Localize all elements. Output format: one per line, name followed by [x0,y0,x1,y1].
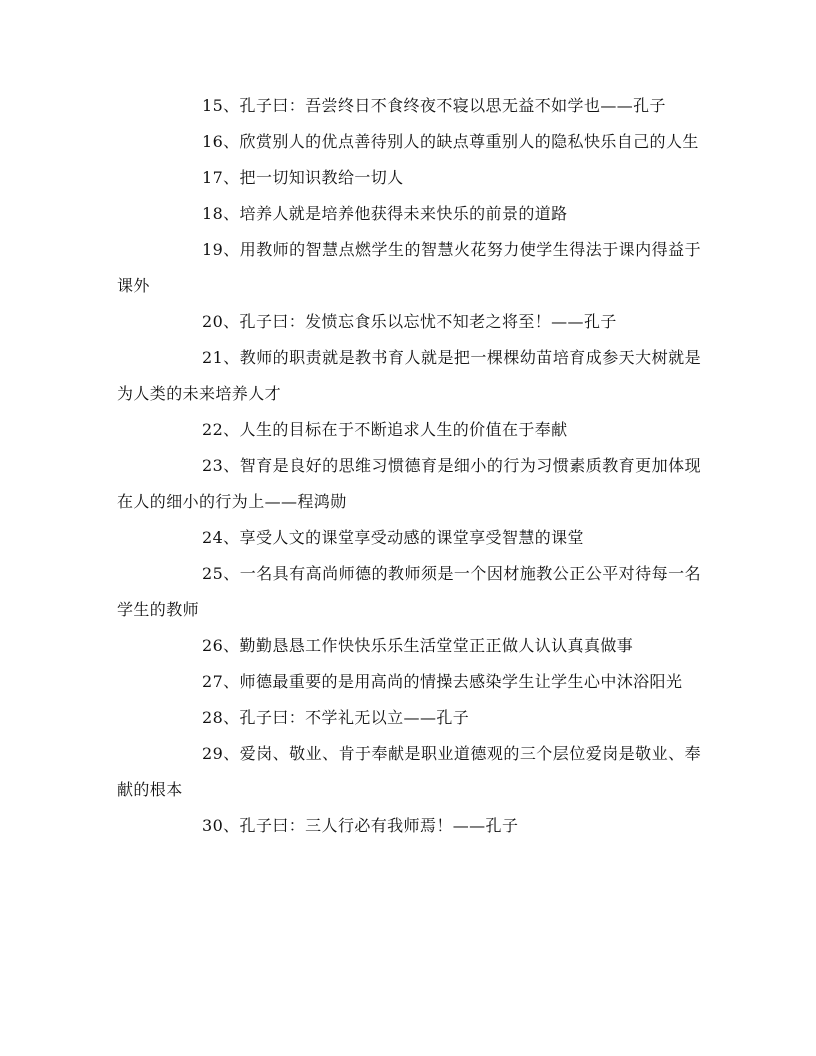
quote-paragraph-19: 19、用教师的智慧点燃学生的智慧火花努力使学生得法于课内得益于课外 [117,240,701,295]
quote-paragraph-21: 21、教师的职责就是教书育人就是把一棵棵幼苗培育成参天大树就是为人类的未来培养人才 [117,348,701,403]
quote-paragraph-22: 22、人生的目标在于不断追求人生的价值在于奉献 [202,420,568,439]
quote-paragraph-23: 23、智育是良好的思维习惯德育是细小的行为习惯素质教育更加体现在人的细小的行为上——程鸿勋 [117,456,701,511]
quote-paragraph-16: 16、欣赏别人的优点善待别人的缺点尊重别人的隐私快乐自己的人生 [202,132,699,151]
quote-paragraph-20: 20、孔子曰：发愤忘食乐以忘忧不知老之将至！——孔子 [202,312,617,331]
quote-paragraph-30: 30、孔子曰：三人行必有我师焉！——孔子 [202,816,519,835]
quote-paragraph-26: 26、勤勤恳恳工作快快乐乐生活堂堂正正做人认认真真做事 [202,636,634,655]
quote-paragraph-29: 29、爱岗、敬业、肯于奉献是职业道德观的三个层位爱岗是敬业、奉献的根本 [117,744,701,799]
quote-paragraph-25: 25、一名具有高尚师德的教师须是一个因材施教公正公平对待每一名学生的教师 [117,564,701,619]
quote-paragraph-28: 28、孔子曰：不学礼无以立——孔子 [202,708,470,727]
quote-paragraph-18: 18、培养人就是培养他获得未来快乐的前景的道路 [202,204,568,223]
quote-paragraph-17: 17、把一切知识教给一切人 [202,168,404,187]
quote-paragraph-27: 27、师德最重要的是用高尚的情操去感染学生让学生心中沐浴阳光 [202,672,683,691]
document-body [117,88,701,844]
quote-paragraph-15: 15、孔子曰：吾尝终日不食终夜不寝以思无益不如学也——孔子 [202,96,666,115]
quote-paragraph-24: 24、享受人文的课堂享受动感的课堂享受智慧的课堂 [202,528,584,547]
